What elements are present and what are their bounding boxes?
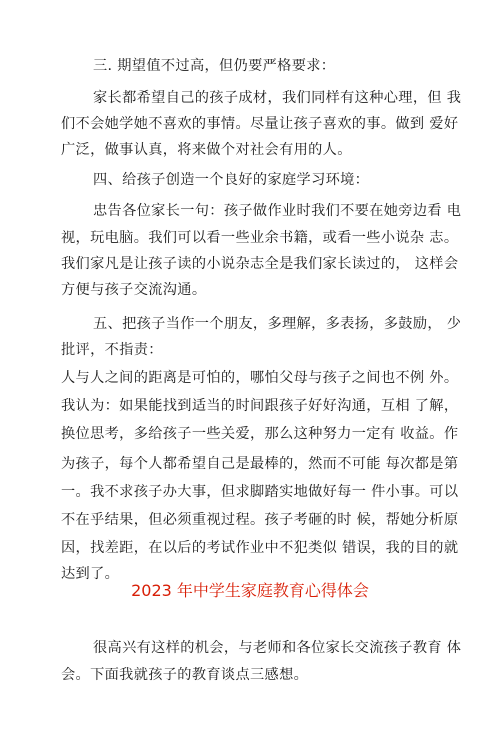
paragraph-line: 为孩子，每个人都希望自己是最棒的，然而不可能 每次都是第	[61, 456, 459, 472]
paragraph-line: 人与人之间的距离是可怕的，哪怕父母与孩子之间也不例 外。	[61, 370, 459, 386]
paragraph-line: 家长都希望自己的孩子成材，我们同样有这种心理，但 我	[93, 90, 462, 106]
intro-line: 会。下面我就孩子的教育谈点三感想。	[61, 667, 309, 683]
paragraph-line: 换位思考，多给孩子一些关爱，那么这种努力一定有 收益。作	[61, 426, 459, 442]
paragraph-line: 广泛，做事认真，将来做个对社会有用的人。	[61, 142, 352, 158]
document-title: 2023 年中学生家庭教育心得体会	[131, 581, 369, 600]
paragraph-line: 方便与孩子交流沟通。	[61, 282, 207, 298]
paragraph-line: 一。我不求孩子办大事，但求脚踏实地做好每一 件小事。可以	[61, 484, 459, 500]
paragraph-line: 批评，不指责：	[61, 342, 163, 358]
intro-line: 很高兴有这样的机会，与老师和各位家长交流孩子教育 体	[93, 640, 462, 656]
paragraph-line: 视，玩电脑。我们可以看一些业余书籍，或看一些小说杂 志。	[61, 230, 459, 246]
paragraph-line: 忠告各位家长一句：孩子做作业时我们不要在她旁边看 电	[93, 203, 462, 219]
heading-point-three: 三. 期望值不过高，但仍要严格要求：	[93, 58, 336, 74]
paragraph-line: 我认为：如果能找到适当的时间跟孩子好好沟通，互相 了解，	[61, 398, 459, 414]
paragraph-line: 因，找差距，在以后的考试作业中不犯类似 错误，我的目的就	[61, 540, 459, 556]
paragraph-line: 们不会她学她不喜欢的事情。尽量让孩子喜欢的事。做到 爱好	[61, 116, 459, 132]
heading-point-five: 五、把孩子当作一个朋友，多理解，多表扬，多鼓励， 少	[93, 316, 462, 332]
heading-point-four: 四、给孩子创造一个良好的家庭学习环境：	[93, 172, 370, 188]
paragraph-line: 不在乎结果，但必须重视过程。孩子考砸的时 候，帮她分析原	[61, 512, 459, 528]
paragraph-line: 我们家凡是让孩子读的小说杂志全是我们家长读过的， 这样会	[61, 256, 459, 272]
paragraph-line: 达到了。	[61, 566, 120, 582]
